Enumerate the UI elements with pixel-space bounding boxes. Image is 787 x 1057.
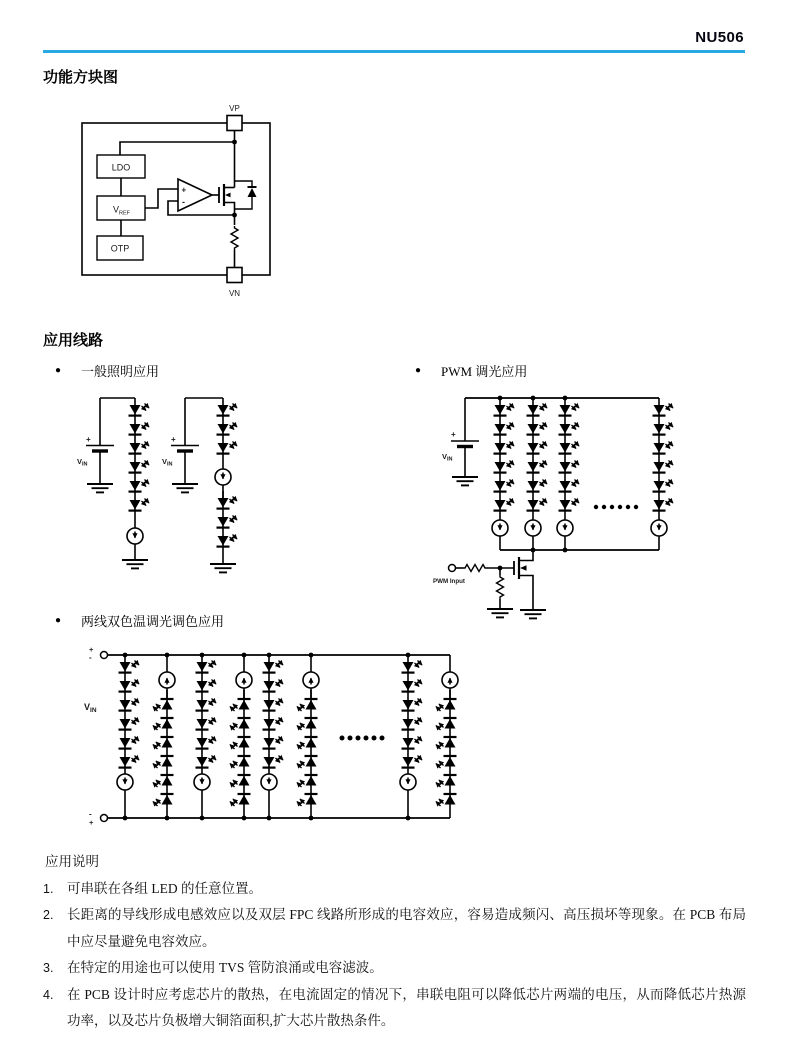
vp-pin [227,104,242,131]
led-string-up [436,655,458,818]
led-string [557,398,579,550]
ground-icon [210,564,236,572]
ldo-block-label: LDO [111,162,131,173]
led-string [122,398,149,568]
current-source-icon [525,520,541,536]
led-string [525,398,547,550]
vin-label-main: V [442,452,448,461]
bullet-dot: ● [415,364,422,376]
series-resistor [463,565,487,572]
svg-text:VIN [162,457,173,468]
ground-icon [520,610,546,618]
battery-plus-label: + [86,435,91,444]
section-title-application: 应用线路 [43,332,104,349]
junction-dot [232,213,237,218]
current-source-icon [261,774,277,790]
led-string-with-mid-regulator [210,398,237,572]
part-number: NU506 [695,29,744,46]
mosfet-arrow [520,565,527,571]
bullet-dot: ● [55,614,62,626]
vin-label-main: V [77,457,83,466]
note-item [43,955,746,982]
note-text: 在 PCB 设计时应考虑芯片的散热，在电流固定的情况下，串联电阻可以降低芯片两端的电压，从而降低芯片热源功率，以及芯片负极增大铜箔面积,扩大芯片散热条件。 [67,986,746,1028]
pwm-input-terminal [449,565,456,572]
terminal-plus-label: + [89,818,94,827]
note-text: 可串联在各组 LED 的任意位置。 [67,880,262,896]
bullet-dot: ● [55,364,62,376]
led-string-up [230,655,252,818]
opamp-minus-label: - [182,197,185,207]
battery-left [77,398,114,492]
general-lighting-circuit [70,390,270,590]
vp-pin-label: VP [229,104,240,113]
current-source-icon [215,469,231,485]
note-item [43,982,746,1035]
mosfet-arrow [225,193,231,198]
note-number: 1. [43,881,54,896]
pwm-input-stage [433,550,546,618]
input-terminals [84,645,108,827]
vin-label-sub: IN [82,461,88,468]
vn-pin [227,268,242,299]
note-number: 3. [43,961,54,975]
body-diode [235,181,257,209]
bullet-two-wire-cct [55,611,224,630]
current-source-icon [194,774,210,790]
sense-resistor [231,226,238,250]
ground-icon [122,560,148,568]
svg-text:VIN [77,457,88,468]
led-string-down [400,655,422,818]
current-source-icon [400,774,416,790]
vin-label-sub: IN [167,461,173,468]
notes-title: 应用说明 [45,854,99,869]
vin-label-main: V [84,702,91,712]
current-source-icon [492,520,508,536]
ldo-block [97,155,145,178]
ground-icon [452,477,478,485]
led-string-down [194,655,216,818]
section-title-block-diagram: 功能方块图 [43,69,119,86]
led-string-up [153,655,175,818]
input-terminal-bottom [101,815,108,822]
terminal-plus-label: + [89,645,94,654]
input-terminal-top [101,652,108,659]
note-number: 2. [43,908,54,922]
note-item [43,876,746,903]
opamp [178,179,212,211]
current-source-icon [442,672,458,688]
otp-block-label: OTP [110,243,130,254]
battery-right [162,398,199,492]
svg-text:VIN [84,702,97,714]
pwm-mosfet [514,550,533,610]
current-source-icon [117,774,133,790]
vin-label-sub: IN [447,456,453,463]
vn-pin-label: VN [228,289,241,298]
ellipsis-dots [340,736,385,741]
bullet-label: 一般照明应用 [81,364,160,379]
current-source-icon [651,520,667,536]
led-string-up [297,655,319,818]
bullet-label: 两线双色温调光调色应用 [81,614,225,629]
ground-icon [87,484,113,492]
opamp-plus-label: + [181,185,187,195]
pwm-dimming-circuit [428,385,703,630]
note-text: 长距离的导线形成电感效应以及双层 FPC 线路所形成的电容效应，容易造成频闪、高压损坏等现象。在 PCB 布局中应尽量避免电容效应。 [67,907,746,949]
current-source-icon [159,672,175,688]
led-string [492,398,514,550]
bullet-label: PWM 调光应用 [441,364,528,379]
vref-label-main: V [113,204,120,215]
ellipsis-dots [594,505,638,509]
otp-block [97,236,143,260]
application-notes [43,849,746,1035]
battery [442,398,479,485]
vin-label-sub: IN [90,706,97,714]
led-string-down [117,655,139,818]
led-string [651,398,673,550]
current-source-icon [127,528,143,544]
vref-label-sub: REF [119,210,131,217]
svg-text:VIN [442,452,453,463]
bullet-general-lighting [55,361,159,380]
led-string-down [261,655,283,818]
pulldown-resistor [497,575,504,599]
terminal-minus-label: - [89,809,92,819]
terminal-minus-label: - [89,653,92,662]
note-number: 4. [43,987,54,1002]
header-rule [43,50,745,53]
note-item [43,902,746,955]
functional-block-diagram [60,100,320,305]
vref-block [97,196,145,220]
battery-plus-label: + [451,430,456,439]
two-wire-cct-circuit [80,638,460,830]
bullet-pwm-dimming [415,361,527,380]
junction-dot [232,140,237,145]
current-source-icon [303,672,319,688]
ground-icon [487,609,513,617]
pwm-input-label: PWM Input [433,578,465,585]
current-source-icon [236,672,252,688]
current-source-icon [557,520,573,536]
vin-label-main: V [162,457,168,466]
ground-icon [172,484,198,492]
note-text: 在特定的用途也可以使用 TVS 管防浪涌或电容滤波。 [67,960,383,975]
battery-plus-label: + [171,435,176,444]
